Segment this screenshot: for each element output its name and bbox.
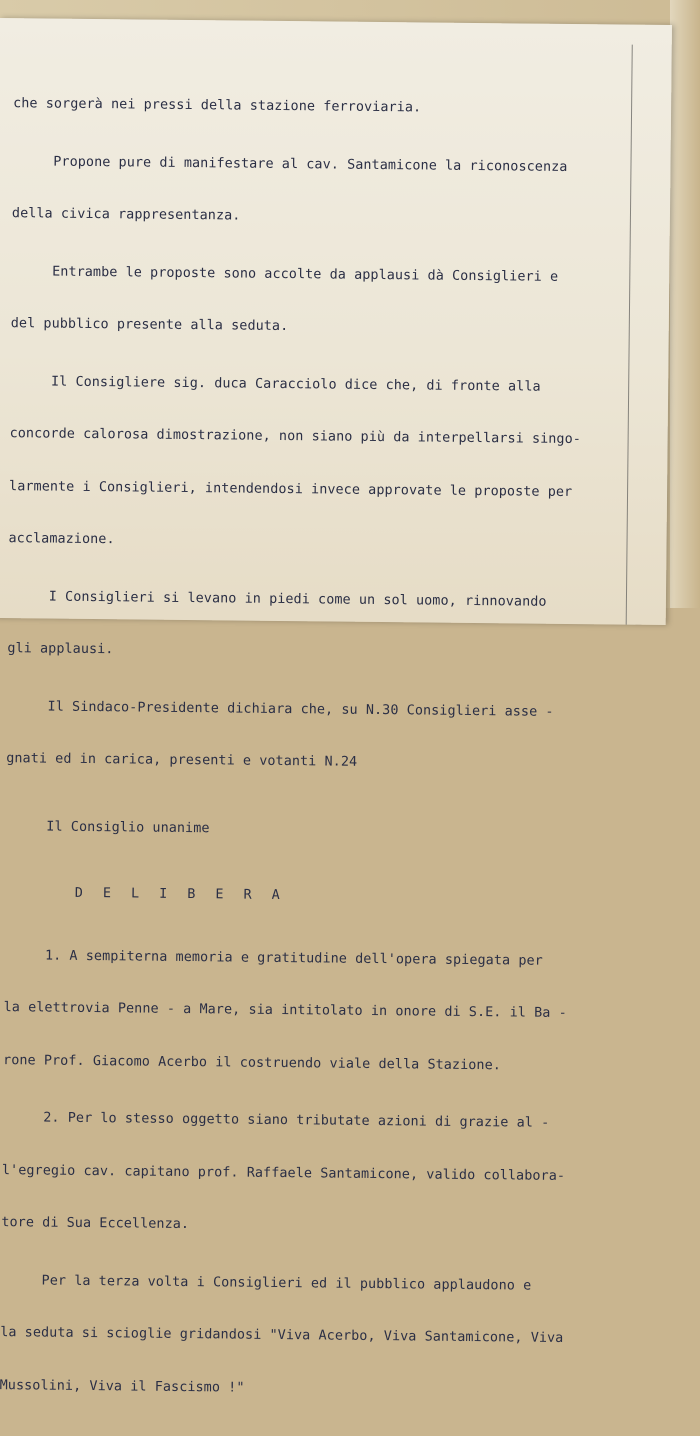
text-line: della civica rappresentanza. bbox=[11, 206, 241, 224]
text-line: Entrambe le proposte sono accolte da applausi dà Consiglieri e bbox=[11, 263, 559, 285]
text-line: gli applausi. bbox=[7, 641, 114, 658]
text-line: rone Prof. Giacomo Acerbo il costruendo viale della Stazione. bbox=[3, 1052, 502, 1073]
text-line: Il Consigliere sig. duca Caracciolo dice che, di fronte alla bbox=[10, 373, 541, 395]
text-line: acclamazione. bbox=[8, 531, 115, 548]
text-line: larmente i Consiglieri, intendendosi invece approvate le proposte per bbox=[9, 478, 573, 500]
text-line: tore di Sua Eccellenza. bbox=[1, 1215, 190, 1233]
text-line: la seduta si scioglie gridandosi "Viva Acerbo, Viva Santamicone, Viva bbox=[0, 1325, 564, 1346]
text-line: concorde calorosa dimostrazione, non siano più da interpellarsi singo- bbox=[9, 426, 582, 448]
text-line: del pubblico presente alla seduta. bbox=[10, 316, 289, 335]
text-line: Il Sindaco-Presidente dichiara che, su N.30 Consiglieri asse - bbox=[6, 698, 554, 720]
text-line: 2. Per lo stesso oggetto siano tributate azioni di grazie al - bbox=[2, 1110, 550, 1131]
text-line: l'egregio cav. capitano prof. Raffaele Santamicone, valido collabora- bbox=[1, 1162, 566, 1184]
adjacent-page-edge bbox=[670, 0, 700, 608]
typed-document-page bbox=[0, 18, 672, 1396]
text-line: I Consiglieri si levano in piedi come un sol uomo, rinnovando bbox=[7, 588, 547, 610]
text-line: Il Consiglio unanime bbox=[5, 818, 210, 836]
text-line: la elettrovia Penne - a Mare, sia intitolato in onore di S.E. il Ba - bbox=[3, 1000, 567, 1021]
text-line: che sorgerà nei pressi della stazione ferroviaria. bbox=[13, 96, 422, 116]
text-line: Mussolini, Viva il Fascismo !" bbox=[0, 1377, 245, 1396]
document-body bbox=[0, 60, 626, 1435]
margin-rule bbox=[626, 45, 633, 625]
delibera-heading: D E L I B E R A bbox=[74, 885, 286, 904]
text-line: 1. A sempiterna memoria e gratitudine dell'opera spiegata per bbox=[4, 947, 543, 969]
text-line: gnati ed in carica, presenti e votanti N.24 bbox=[6, 751, 358, 770]
text-line: Propone pure di manifestare al cav. Santamicone la riconoscenza bbox=[12, 153, 568, 175]
text-line: Per la terza volta i Consiglieri ed il pubblico applaudono e bbox=[0, 1272, 532, 1294]
